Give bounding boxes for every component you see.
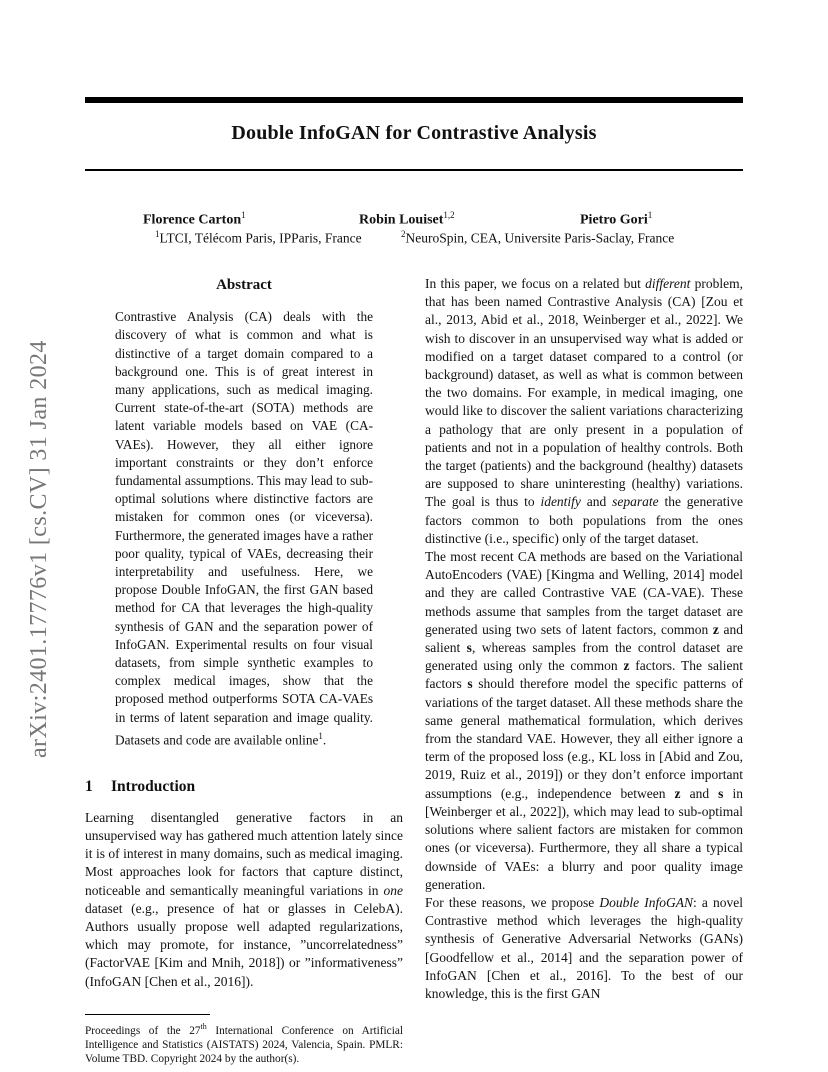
title-bottom-rule xyxy=(85,169,743,171)
text-run: The most recent CA methods are based on the Variational AutoEncoders (VAE) [Kingma and Welling, 2014] model and they are called Contrastive VAE (CA-VAE). These methods assume that samples from the target dataset are generated using two sets of latent factors, common xyxy=(425,549,743,637)
abstract-body: Contrastive Analysis (CA) deals with the discovery of what is common and what is distinctive of a target domain compared to a background one. This is of great interest in many applications, such as medical imaging. Current state-of-the-art (SOTA) methods are latent variable models based on VAE (CA-VAEs). However, they all either ignore important constraints or they don’t enforce fundamental assumptions. This may lead to sub-optimal solutions where distinctive factors are mistaken for common ones (or viceversa). Furthermore, the generated images have a rather poor quality, typical of VAEs, decreasing their interpretability and usefulness. Here, we propose Double InfoGAN, the first GAN based method for CA that leverages the high-quality synthesis of GAN and the separation power of InfoGAN. Experimental results on four visual datasets, from simple synthetic examples to complex medical images, show that the proposed method outperforms SOTA CA-VAEs in terms of latent separation and image quality. Datasets and code are available online xyxy=(115,309,373,748)
abstract-text xyxy=(115,308,373,749)
emphasis-text: different xyxy=(645,276,691,291)
math-symbol: s xyxy=(467,676,473,692)
text-run: In this paper, we focus on a related but xyxy=(425,276,646,291)
emphasis-text: one xyxy=(383,882,403,898)
text-run: the generative factors common to both populations from the ones distinctive (i.e., specific) only of the target dataset. xyxy=(425,494,743,546)
author-1 xyxy=(143,210,246,229)
arxiv-stamp: arXiv:2401.17776v1 [cs.CV] 31 Jan 2024 xyxy=(26,340,52,758)
text-run: For these reasons, we propose xyxy=(425,894,600,910)
paragraph-proposal xyxy=(425,894,743,1003)
author-affil-mark: 1 xyxy=(241,210,246,220)
author-affil-mark: 1,2 xyxy=(443,210,455,220)
author-list xyxy=(85,210,743,230)
proceedings-footnote xyxy=(85,1020,403,1066)
paper-title: Double InfoGAN for Contrastive Analysis xyxy=(231,122,597,144)
author-3 xyxy=(580,210,652,229)
author-affil-mark: 1 xyxy=(647,210,653,220)
paragraph-ca-vae xyxy=(425,548,743,894)
introduction-paragraph xyxy=(85,809,403,991)
footnote-mark: 1 xyxy=(318,730,323,741)
text-run: in [Weinberger et al., 2022]), which may lead to sub-optimal solutions where salient factors are mistaken for common ones (or viceversa). Furthermore, they all share a typical downside of VAEs: a blurry and poor quality image generation. xyxy=(425,785,743,892)
text-run: should therefore model the specific patterns of variations of the target dataset. All these methods share the same general mathematical formulation, which derives from the standard VAE. However, they all either ignore a term of the proposed loss (e.g., KL loss in [Abid and Zou, 2019, Ruiz et al., 2019]) or they don’t enforce important assumptions (e.g., independence between xyxy=(425,676,743,801)
affiliation-1 xyxy=(155,229,362,247)
author-name: Robin Louiset xyxy=(359,212,444,228)
author-name: Florence Carton xyxy=(143,212,242,228)
math-symbol: z xyxy=(674,785,681,801)
text-run: , whereas samples from the control dataset are generated using only the common xyxy=(425,640,743,674)
text-run: International Conference on Artificial Intelligence and Statistics (AISTATS) 2024, Valencia, Spain. PMLR: Volume TBD. Copyright 2024 by the author(s). xyxy=(85,1024,403,1065)
text-run: problem, that has been named Contrastive Analysis (CA) [Zou et al., 2013, Abid et al., 2018, Weinberger et al., 2022]. We wish to discover in an unsupervised way what is added or modified on a target dataset compared to a control (or background) dataset, as well as what is common between the two domains. For example, in medical imaging, one would like to discover the salient variations characterizing a pathology that are only present in a population of patients and not in a population of healthy controls. Both the target (patients) and the background (healthy) datasets are supposed to share uninteresting (healthy) variations. The goal is thus to xyxy=(425,276,743,510)
abstract-heading: Abstract xyxy=(216,277,272,293)
title-top-rule xyxy=(85,97,743,103)
text-run: Proceedings of the 27 xyxy=(85,1024,201,1037)
abstract-end: . xyxy=(322,732,327,748)
text-run: and xyxy=(680,785,719,801)
emphasis-text: separate xyxy=(612,494,659,510)
author-2 xyxy=(359,210,455,229)
affiliation-text: NeuroSpin, CEA, Universite Paris-Saclay, France xyxy=(405,230,675,246)
footnote-rule xyxy=(85,1014,210,1015)
section-heading-introduction xyxy=(85,778,403,796)
text-run: : a novel Contrastive method which leverages the high-quality synthesis of Generative Adversarial Networks (GANs) [Goodfellow et al., 2014] and the separation power of InfoGAN [Chen et al., 2016]. To the best of our knowledge, this is the first GAN xyxy=(425,894,743,1001)
affiliation-2 xyxy=(401,229,674,247)
text-run: dataset (e.g., presence of hat or glasses in CelebA). Authors usually propose well adapted regularizations, which may promote, for instance, ”uncorrelatedness” (FactorVAE [Kim and Mnih, 2018]) or ”informativeness” (InfoGAN [Chen et al., 2016]). xyxy=(85,900,403,989)
text-run: and salient xyxy=(425,621,743,656)
right-column xyxy=(425,275,743,1003)
author-name: Pietro Gori xyxy=(580,212,648,228)
math-symbol: s xyxy=(718,785,724,801)
text-run: factors. The salient factors xyxy=(425,658,743,692)
math-symbol: s xyxy=(466,640,472,656)
section-title: Introduction xyxy=(111,777,196,795)
left-column xyxy=(85,270,403,1066)
emphasis-text: Double InfoGAN xyxy=(599,894,694,910)
paragraph-ca-problem xyxy=(425,275,743,548)
ordinal-sup: th xyxy=(200,1021,207,1031)
emphasis-text: identify xyxy=(540,494,581,510)
affiliation-mark: 2 xyxy=(401,229,406,239)
text-run: Learning disentangled generative factors in an unsupervised way has gathered much attention lately since it is of interest in many domains, such as medical imaging. Most approaches look for factors that capture distinct, noticeable and semantically meaningful variations in xyxy=(85,809,403,898)
section-number: 1 xyxy=(85,777,93,795)
text-run: and xyxy=(580,494,613,510)
affiliation-list xyxy=(85,229,743,249)
math-symbol: z xyxy=(623,658,630,674)
affiliation-text: LTCI, Télécom Paris, IPParis, France xyxy=(159,230,362,246)
math-symbol: z xyxy=(712,621,719,637)
affiliation-mark: 1 xyxy=(155,229,160,239)
